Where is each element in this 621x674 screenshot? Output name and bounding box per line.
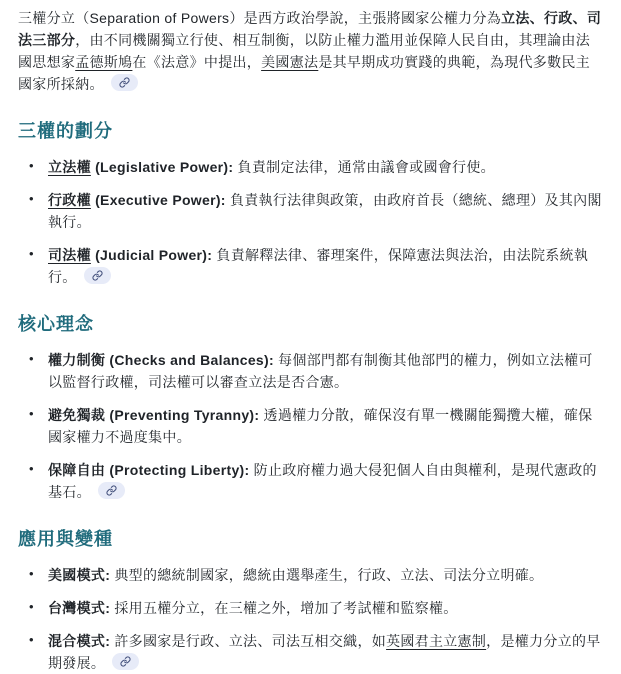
item-body: 每個部門都有制衡其他部門的權力，例如立法權可以監督行政權，司法權可以審查立法是否合憲。 — [48, 352, 593, 390]
term-en-label: (Legislative Power): — [90, 159, 234, 175]
list-item-legislative — [48, 156, 603, 178]
item-body: ，是權力分立的早期發展。 — [48, 633, 601, 671]
section-heading-powers: 三權的劃分 — [18, 121, 113, 141]
judicial-term-link[interactable]: 司法權 — [48, 247, 91, 263]
item-label: 權力制衡 (Checks and Balances): — [48, 352, 274, 368]
intro-text: ，由不同機關獨立行使、相互制衡，以防止權力濫用並保障人民自由，其理論由法國思想家 — [18, 32, 591, 70]
list-item-checks-balances — [48, 349, 603, 393]
intro-text: 是其早期成功實踐的典範，為現代多數民主國家所採納。 — [18, 54, 591, 92]
list-item-preventing-tyranny — [48, 404, 603, 448]
item-body: 典型的總統制國家，總統由選舉產生，行政、立法、司法分立明確。 — [110, 567, 544, 583]
link-icon — [120, 656, 131, 667]
powers-list — [18, 156, 603, 288]
list-item-mixed-model — [48, 630, 603, 674]
term-en-label: (Executive Power): — [90, 192, 226, 208]
link-icon — [92, 270, 103, 281]
intro-bold-powers: 立法、行政、司法三部分 — [18, 10, 602, 48]
item-label: 避免獨裁 (Preventing Tyranny): — [48, 407, 260, 423]
legislative-term-link[interactable]: 立法權 — [48, 159, 91, 175]
item-body: 採用五權分立，在三權之外，增加了考試權和監察權。 — [110, 600, 458, 616]
item-label: 台灣模式: — [48, 600, 111, 616]
item-label: 美國模式: — [48, 567, 111, 583]
section-heading-applications: 應用與變種 — [18, 529, 113, 549]
term-en-label: (Judicial Power): — [90, 247, 213, 263]
montesquieu-link[interactable]: 孟德斯鳩 — [75, 54, 133, 70]
list-item-us-model — [48, 564, 603, 586]
citation-pill[interactable] — [84, 267, 111, 284]
list-item-executive — [48, 189, 603, 233]
citation-pill[interactable] — [98, 482, 125, 499]
item-body: 防止政府權力過大侵犯個人自由與權利，是現代憲政的基石。 — [48, 462, 597, 500]
uk-monarchy-link[interactable]: 英國君主立憲制 — [386, 633, 487, 649]
list-item-judicial — [48, 244, 603, 288]
item-body: 許多國家是行政、立法、司法互相交織，如 — [110, 633, 387, 649]
list-item-protecting-liberty — [48, 459, 603, 503]
link-icon — [119, 77, 130, 88]
principles-list — [18, 349, 603, 503]
us-constitution-link[interactable]: 美國憲法 — [261, 54, 319, 70]
item-body: 負責解釋法律、審理案件，保障憲法與法治，由法院系統執行。 — [48, 247, 589, 285]
citation-pill[interactable] — [111, 74, 138, 91]
citation-pill[interactable] — [112, 653, 139, 670]
applications-list — [18, 564, 603, 674]
intro-text: 在《法意》中提出， — [132, 54, 262, 70]
item-label: 混合模式: — [48, 633, 111, 649]
link-icon — [106, 485, 117, 496]
executive-term-link[interactable]: 行政權 — [48, 192, 91, 208]
item-body: 透過權力分散，確保沒有單一機關能獨攬大權，確保國家權力不過度集中。 — [48, 407, 593, 445]
intro-text: 三權分立（Separation of Powers）是西方政治學說，主張將國家公權力分為 — [18, 10, 502, 26]
intro-paragraph — [18, 7, 603, 95]
list-item-taiwan-model — [48, 597, 603, 619]
section-heading-principles: 核心理念 — [18, 314, 94, 334]
item-body: 負責執行法律與政策，由政府首長（總統、總理）及其內閣執行。 — [48, 192, 602, 230]
item-body: 負責制定法律，通常由議會或國會行使。 — [233, 159, 495, 175]
item-label: 保障自由 (Protecting Liberty): — [48, 462, 250, 478]
